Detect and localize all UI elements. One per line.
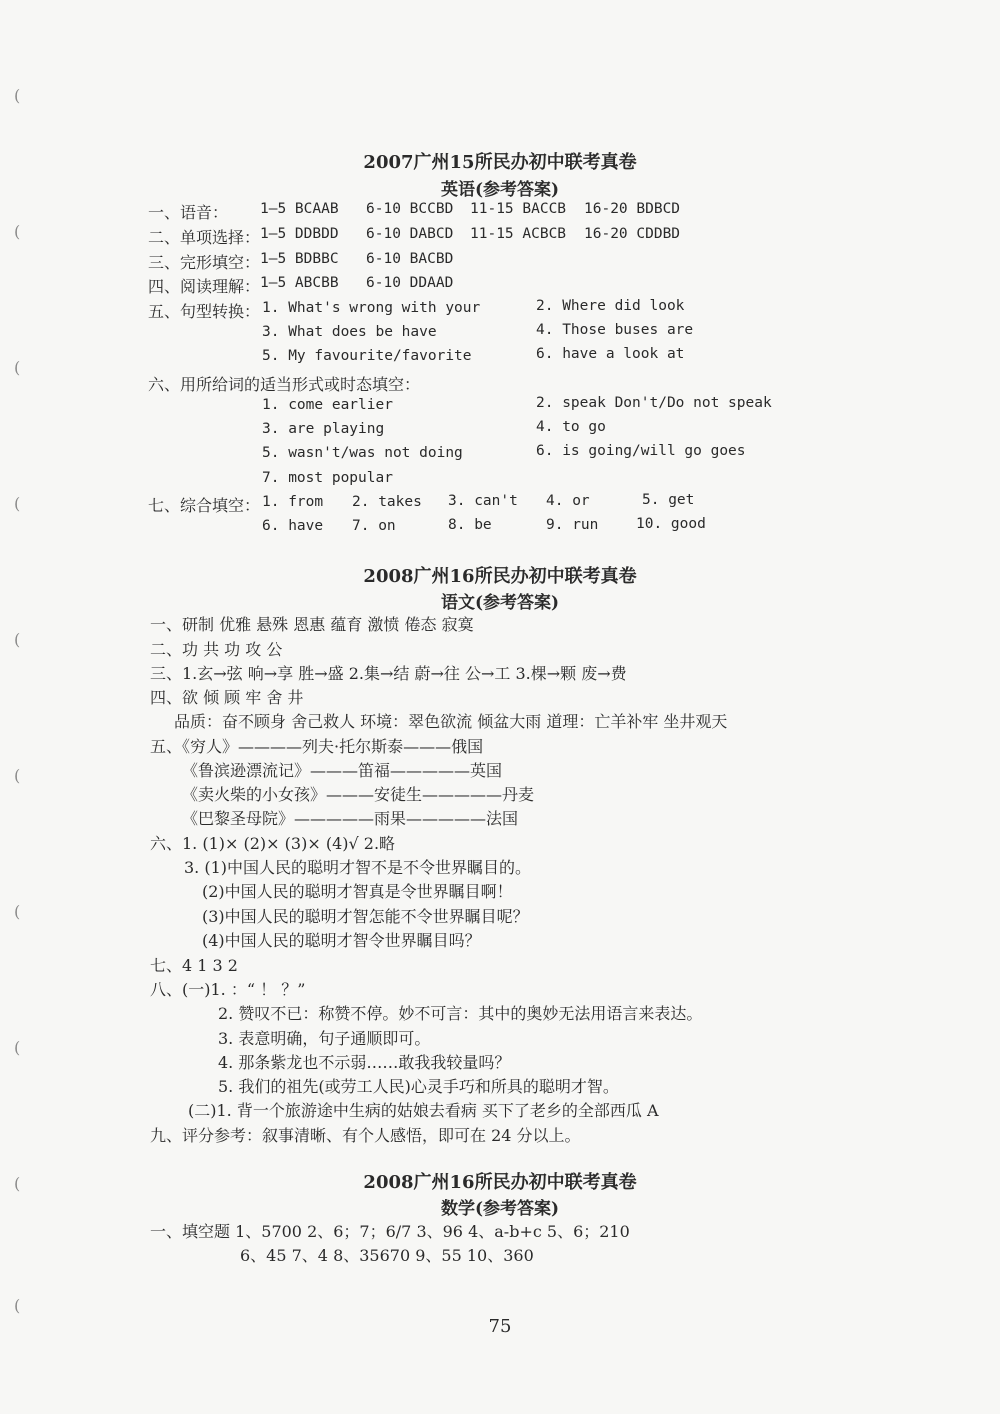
cn-line: 3. 表意明确，句子通顺即可。 xyxy=(218,1029,431,1048)
en-s5-item: 1. What's wrong with your xyxy=(262,300,481,316)
en-s5-item: 2. Where did look xyxy=(536,298,685,314)
cn-line: 《巴黎圣母院》—————雨果—————法国 xyxy=(182,809,519,828)
cn-line: 四、欲 倾 顾 牢 舍 井 xyxy=(150,688,304,707)
en-s2-label: 二、单项选择： xyxy=(148,228,261,247)
chinese-subtitle: 语文(参考答案) xyxy=(440,593,560,613)
en-s7-item: 9. run xyxy=(546,517,599,533)
binding-hole-mark: ( xyxy=(14,358,21,377)
cn-line: 4. 那条紫龙也不示弱……敢我我较量吗？ xyxy=(218,1053,511,1072)
cn-line: 九、评分参考：叙事清晰、有个人感悟，即可在 24 分以上。 xyxy=(150,1126,581,1145)
en-s7-item: 2. takes xyxy=(352,494,422,510)
en-s5-item: 5. My favourite/favorite xyxy=(262,348,472,364)
en-s3-label: 三、完形填空： xyxy=(148,253,261,272)
binding-hole-mark: ( xyxy=(14,630,21,649)
cn-line: (二)1. 背一个旅游途中生病的姑娘去看病 买下了老乡的全部西瓜 A xyxy=(188,1101,659,1120)
cn-line: (4)中国人民的聪明才智令世界瞩目吗？ xyxy=(202,931,481,950)
cn-line: 六、1. (1)× (2)× (3)× (4)√ 2.略 xyxy=(150,834,396,853)
en-s7-item: 3. can't xyxy=(448,493,518,509)
binding-hole-mark: ( xyxy=(14,1038,21,1057)
en-s7-item: 6. have xyxy=(262,518,324,534)
cn-line: (3)中国人民的聪明才智怎能不令世界瞩目呢？ xyxy=(202,907,529,926)
en-s3-b: 6-10 BACBD xyxy=(366,251,454,267)
en-s1-c: 11-15 BACCB xyxy=(470,201,567,217)
cn-line: 《卖火柴的小女孩》———安徒生—————丹麦 xyxy=(182,785,535,804)
cn-line: (2)中国人民的聪明才智真是令世界瞩目啊！ xyxy=(202,882,513,901)
en-s2-b: 6-10 DABCD xyxy=(366,226,454,242)
cn-line: 三、1.玄→弦 响→享 胜→盛 2.集→结 蔚→往 公→工 3.棵→颗 废→费 xyxy=(150,664,627,683)
en-s1-a: 1—5 BCAAB xyxy=(260,201,339,217)
en-s6-item: 3. are playing xyxy=(262,421,385,437)
math-title: 2008广州16所民办初中联考真卷 xyxy=(363,1172,637,1193)
en-s2-a: 1—5 DDBDD xyxy=(260,226,339,242)
binding-hole-mark: ( xyxy=(14,1296,21,1315)
en-s3-a: 1—5 BDBBC xyxy=(260,251,339,267)
math-line: 一、填空题 1、5700 2、6；7；6/7 3、96 4、a-b+c 5、6；210 xyxy=(150,1222,630,1241)
en-s4-label: 四、阅读理解： xyxy=(148,277,261,296)
en-s6-label: 六、用所给词的适当形式或时态填空： xyxy=(148,375,421,394)
en-s2-d: 16-20 CDDBD xyxy=(584,226,681,242)
english-title: 2007广州15所民办初中联考真卷 xyxy=(363,152,637,173)
cn-line: 五、《穷人》————列夫·托尔斯泰———俄国 xyxy=(150,737,484,756)
en-s7-item: 10. good xyxy=(636,516,706,532)
en-s7-item: 7. on xyxy=(352,518,396,534)
en-s1-d: 16-20 BDBCD xyxy=(584,201,681,217)
en-s1-b: 6-10 BCCBD xyxy=(366,201,454,217)
cn-line: 二、功 共 功 攻 公 xyxy=(150,640,283,659)
binding-hole-mark: ( xyxy=(14,766,21,785)
en-s7-label: 七、综合填空： xyxy=(148,496,261,515)
math-line: 6、45 7、4 8、35670 9、55 10、360 xyxy=(240,1246,534,1265)
en-s2-c: 11-15 ACBCB xyxy=(470,226,567,242)
english-subtitle: 英语(参考答案) xyxy=(440,180,560,200)
cn-line: 品质：奋不顾身 舍己救人 环境：翠色欲流 倾盆大雨 道理：亡羊补牢 坐井观天 xyxy=(174,712,728,731)
en-s7-item: 5. get xyxy=(642,492,695,508)
en-s5-label: 五、句型转换： xyxy=(148,302,261,321)
cn-line: 2. 赞叹不已：称赞不停。妙不可言：其中的奥妙无法用语言来表达。 xyxy=(218,1004,703,1023)
en-s5-item: 3. What does be have xyxy=(262,324,437,340)
en-s5-item: 4. Those buses are xyxy=(536,322,694,338)
binding-hole-mark: ( xyxy=(14,902,21,921)
cn-line: 七、4 1 3 2 xyxy=(150,956,238,975)
binding-hole-mark: ( xyxy=(14,86,21,105)
en-s5-item: 6. have a look at xyxy=(536,346,685,362)
en-s6-item: 7. most popular xyxy=(262,470,393,486)
cn-line: 八、(一)1. ：“ ！ ？” xyxy=(150,980,306,999)
en-s7-item: 8. be xyxy=(448,517,492,533)
en-s6-item: 1. come earlier xyxy=(262,397,393,413)
en-s6-item: 6. is going/will go goes xyxy=(536,443,746,459)
math-subtitle: 数学(参考答案) xyxy=(440,1199,560,1219)
en-s4-b: 6-10 DDAAD xyxy=(366,275,454,291)
en-s1-label: 一、语音： xyxy=(148,203,229,222)
en-s6-item: 2. speak Don't/Do not speak xyxy=(536,395,772,411)
en-s6-item: 5. wasn't/was not doing xyxy=(262,445,463,461)
page-number: 75 xyxy=(488,1316,512,1337)
en-s7-item: 1. from xyxy=(262,494,324,510)
cn-line: 一、研制 优雅 悬殊 恩惠 蕴育 激愤 倦态 寂寞 xyxy=(150,615,474,634)
en-s7-item: 4. or xyxy=(546,493,590,509)
en-s4-a: 1—5 ABCBB xyxy=(260,275,339,291)
binding-hole-mark: ( xyxy=(14,222,21,241)
en-s6-item: 4. to go xyxy=(536,419,606,435)
chinese-title: 2008广州16所民办初中联考真卷 xyxy=(363,566,637,587)
binding-hole-mark: ( xyxy=(14,494,21,513)
cn-line: 《鲁滨逊漂流记》———笛福—————英国 xyxy=(182,761,503,780)
cn-line: 3. (1)中国人民的聪明才智不是不令世界瞩目的。 xyxy=(184,858,532,877)
binding-hole-mark: ( xyxy=(14,1174,21,1193)
cn-line: 5. 我们的祖先(或劳工人民)心灵手巧和所具的聪明才智。 xyxy=(218,1077,619,1096)
